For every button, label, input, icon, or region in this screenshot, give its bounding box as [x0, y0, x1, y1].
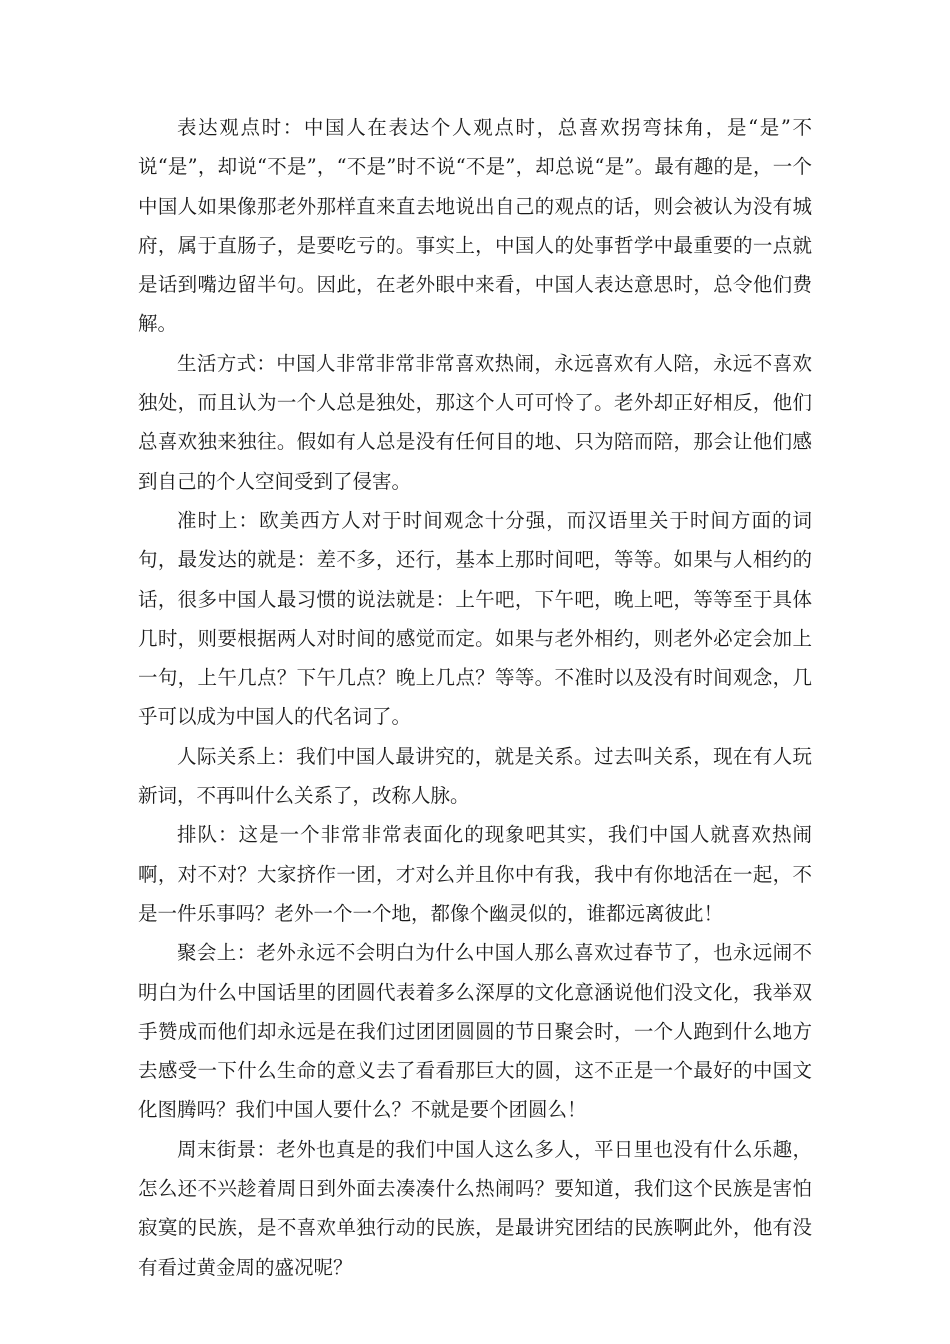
paragraph-relationships: 人际关系上：我们中国人最讲究的，就是关系。过去叫关系，现在有人玩新词，不再叫什么关系了，改称人脉。	[138, 744, 812, 808]
paragraph-weekend-street: 周末街景：老外也真是的我们中国人这么多人，平日里也没有什么乐趣，怎么还不兴趁着周日到外面去凑凑什么热闹吗？要知道，我们这个民族是害怕寂寞的民族，是不喜欢单独行动的民族，是最讲究团结的民族啊此外，他有没有看过黄金周的盛况呢？	[138, 1137, 812, 1279]
document-body	[138, 108, 812, 1287]
paragraph-punctuality: 准时上：欧美西方人对于时间观念十分强，而汉语里关于时间方面的词句，最发达的就是：差不多，还行，基本上那时间吧，等等。如果与人相约的话，很多中国人最习惯的说法就是：上午吧，下午吧，晚上吧，等等至于具体几时，则要根据两人对时间的感觉而定。如果与老外相约，则老外必定会加上一句，上午几点？下午几点？晚上几点？等等。不准时以及没有时间观念，几乎可以成为中国人的代名词了。	[138, 508, 812, 729]
paragraph-lifestyle: 生活方式：中国人非常非常非常喜欢热闹，永远喜欢有人陪，永远不喜欢独处，而且认为一个人总是独处，那这个人可可怜了。老外却正好相反，他们总喜欢独来独往。假如有人总是没有任何目的地、只为陪而陪，那会让他们感到自己的个人空间受到了侵害。	[138, 351, 812, 493]
paragraph-expressing-opinions: 表达观点时：中国人在表达个人观点时，总喜欢拐弯抹角，是“是”不说“是”，却说“不是”，“不是”时不说“不是”，却总说“是”。最有趣的是，一个中国人如果像那老外那样直来直去地说出自己的观点的话，则会被认为没有城府，属于直肠子，是要吃亏的。事实上，中国人的处事哲学中最重要的一点就是话到嘴边留半句。因此，在老外眼中来看，中国人表达意思时，总令他们费解。	[138, 116, 812, 336]
paragraph-queuing: 排队：这是一个非常非常表面化的现象吧其实，我们中国人就喜欢热闹啊，对不对？大家挤作一团，才对么并且你中有我，我中有你地活在一起，不是一件乐事吗？老外一个一个地，都像个幽灵似的，谁都远离彼此！	[138, 823, 812, 925]
paragraph-gatherings: 聚会上：老外永远不会明白为什么中国人那么喜欢过春节了，也永远闹不明白为什么中国话里的团圆代表着多么深厚的文化意涵说他们没文化，我举双手赞成而他们却永远是在我们过团团圆圆的节日聚会时，一个人跑到什么地方去感受一下什么生命的意义去了看看那巨大的圆，这不正是一个最好的中国文化图腾吗？我们中国人要什么？不就是要个团圆么！	[138, 941, 812, 1122]
